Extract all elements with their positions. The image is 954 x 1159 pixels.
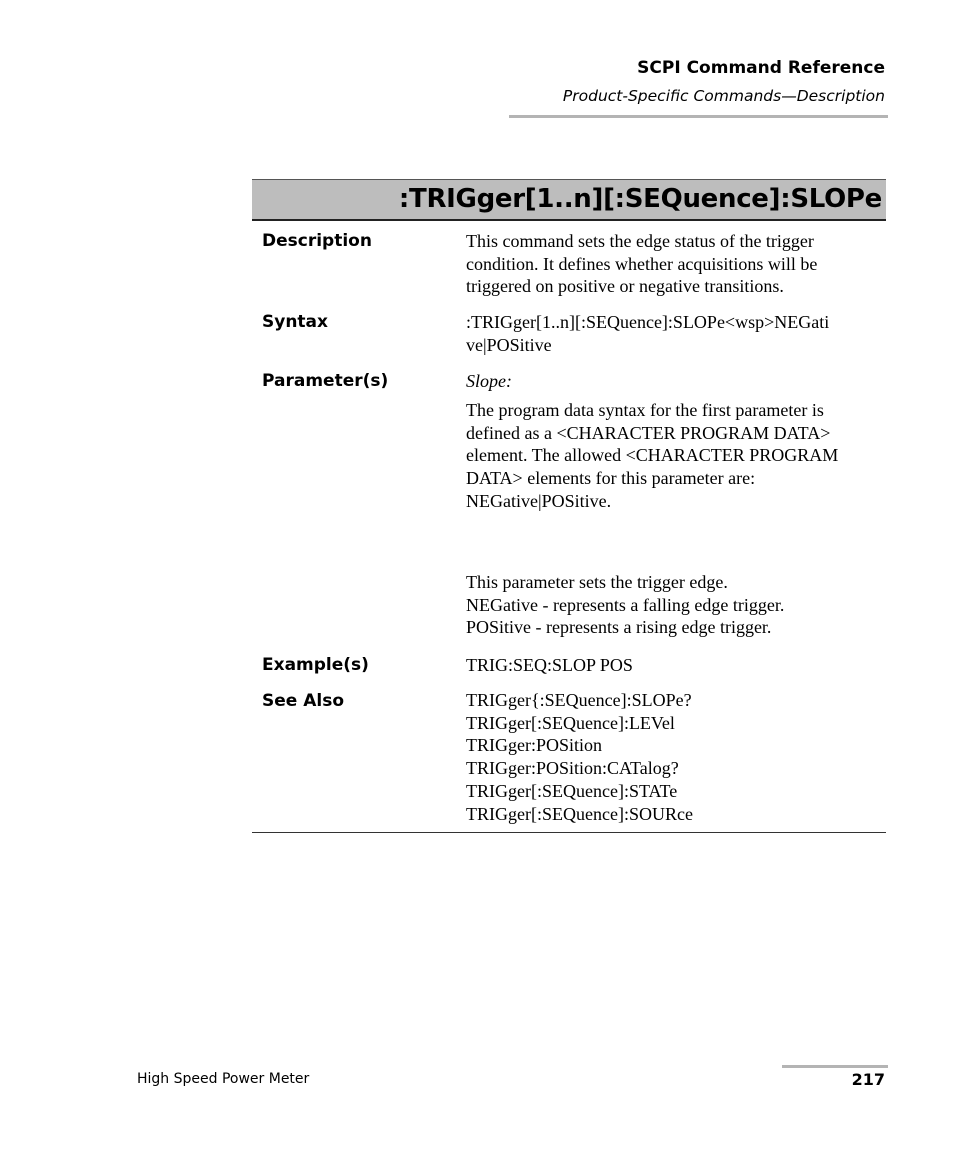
see-also-list: [466, 689, 886, 825]
parameters-label: Parameter(s): [262, 371, 389, 391]
header-title: SCPI Command Reference: [637, 58, 885, 78]
text-line: :TRIGger[1..n][:SEQuence]:SLOPe<wsp>NEGati: [466, 312, 830, 332]
parameter-description: [466, 571, 886, 639]
table-bottom-rule: [252, 832, 886, 833]
description-label: Description: [262, 231, 372, 251]
parameter-name: Slope:: [466, 371, 512, 391]
parameter-definition: [466, 399, 886, 513]
text-line: defined as a <CHARACTER PROGRAM DATA>: [466, 422, 831, 443]
text-line: NEGative - represents a falling edge trigger.: [466, 594, 785, 615]
text-line: element. The allowed <CHARACTER PROGRAM: [466, 445, 839, 466]
see-also-item: TRIGger[:SEQuence]:STATe: [466, 780, 678, 801]
command-title-bar: [252, 179, 886, 221]
examples-text: [466, 654, 886, 677]
text-line: ve|POSitive: [466, 334, 552, 355]
see-also-item: TRIGger:POSition: [466, 735, 603, 756]
footer-product-name: High Speed Power Meter: [137, 1071, 310, 1087]
text-line: POSitive - represents a rising edge trigger.: [466, 617, 772, 638]
text-line: The program data syntax for the first parameter is: [466, 400, 824, 420]
see-also-label: See Also: [262, 691, 345, 711]
page-number: 217: [851, 1070, 885, 1089]
syntax-text: [466, 311, 886, 356]
text-line: triggered on positive or negative transitions.: [466, 276, 784, 297]
text-line: DATA> elements for this parameter are:: [466, 468, 756, 489]
header-rule: [509, 115, 888, 118]
see-also-item: TRIGger[:SEQuence]:SOURce: [466, 803, 693, 824]
text-line: NEGative|POSitive.: [466, 490, 612, 511]
text-line: TRIG:SEQ:SLOP POS: [466, 655, 633, 675]
header-subtitle: Product-Specific Commands—Description: [562, 87, 885, 105]
command-title: :TRIGger[1..n][:SEQuence]:SLOPe: [398, 184, 882, 214]
text-line: This parameter sets the trigger edge.: [466, 572, 728, 592]
description-text: [466, 230, 886, 298]
see-also-item: TRIGger:POSition:CATalog?: [466, 758, 679, 779]
examples-label: Example(s): [262, 655, 369, 675]
see-also-item: TRIGger{:SEQuence]:SLOPe?: [466, 690, 692, 710]
syntax-label: Syntax: [262, 312, 328, 332]
text-line: This command sets the edge status of the trigger: [466, 231, 814, 251]
text-line: condition. It defines whether acquisitions will be: [466, 253, 818, 274]
see-also-item: TRIGger[:SEQuence]:LEVel: [466, 712, 675, 733]
footer-rule: [782, 1065, 888, 1068]
